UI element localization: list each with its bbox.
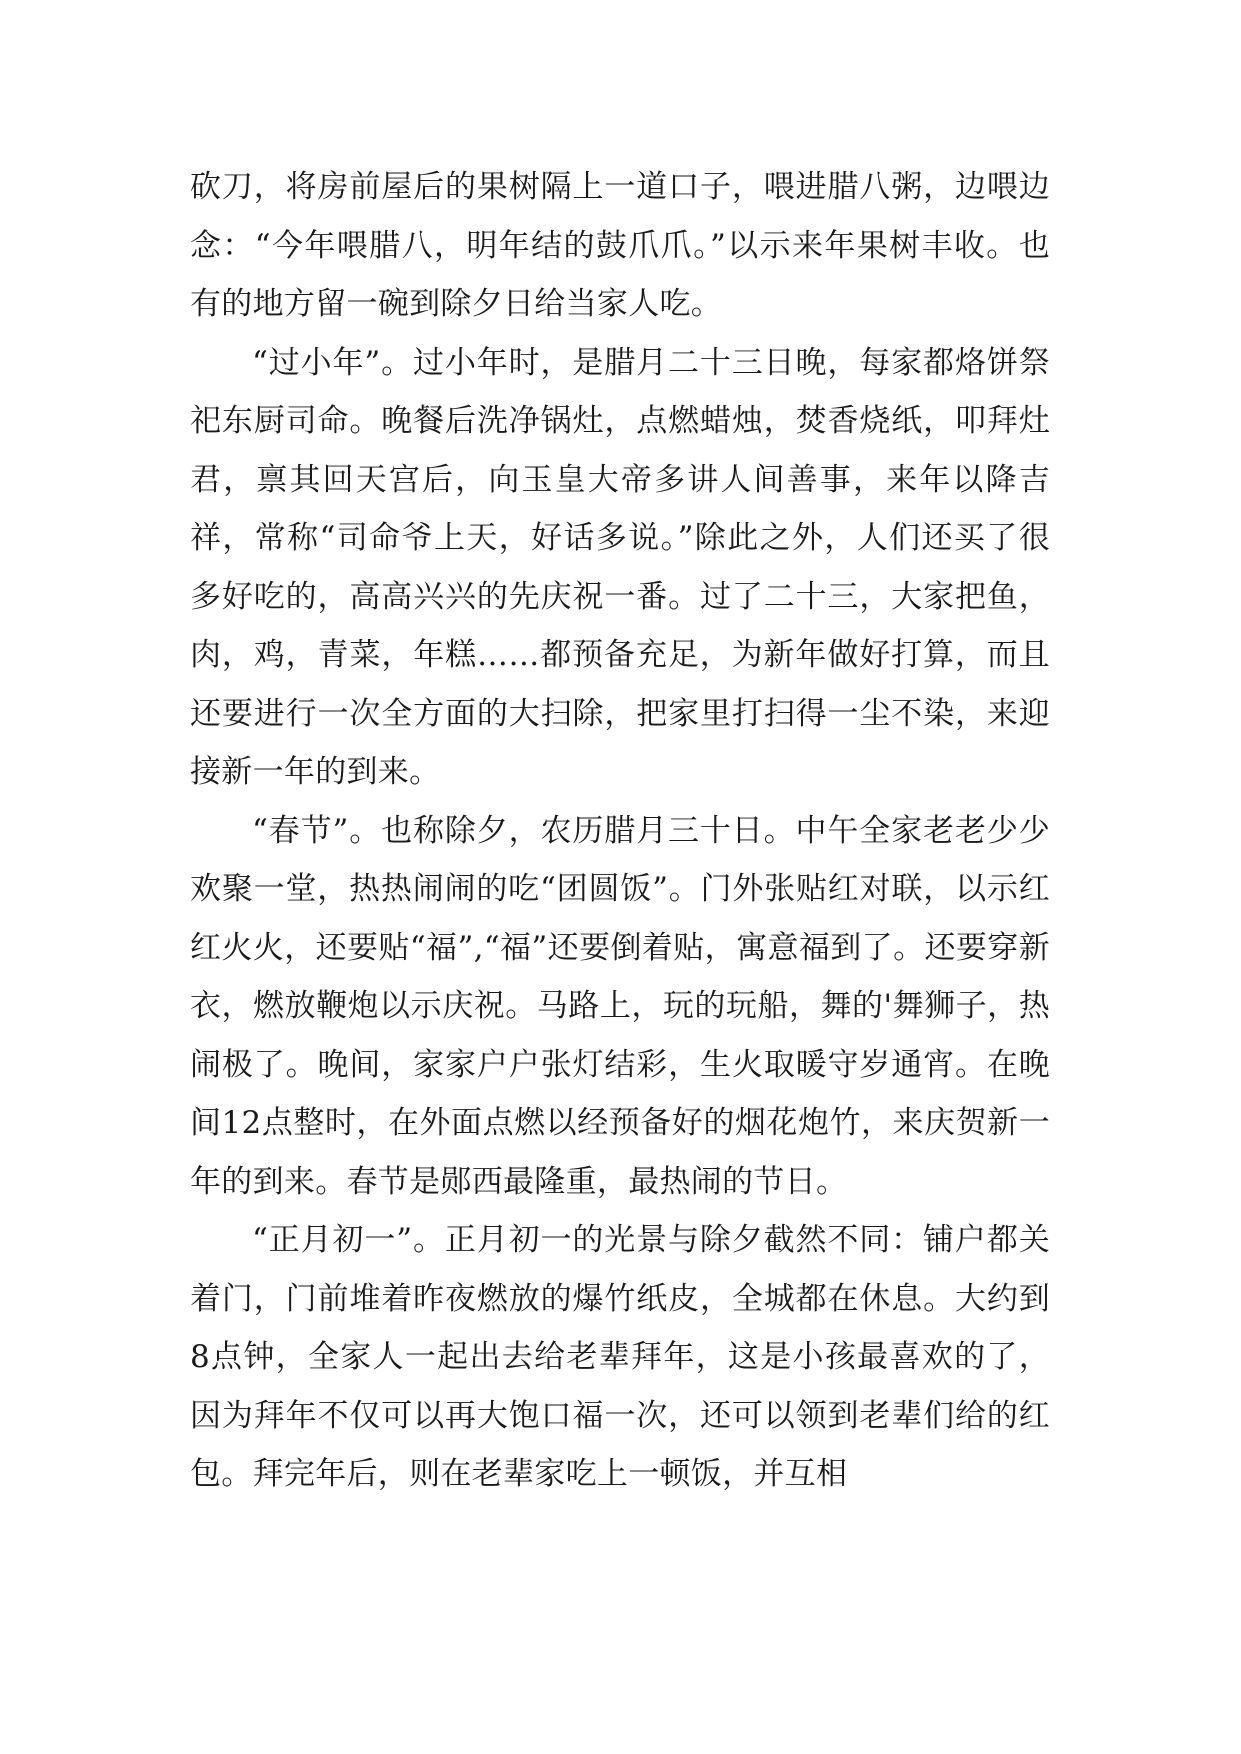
paragraph: “春节”。也称除夕，农历腊月三十日。中午全家老老少少欢聚一堂，热热闹闹的吃“团圆饭”。门外张贴红对联，以示红红火火，还要贴“福”,“福”还要倒着贴，寓意福到了。还要穿新衣，燃放鞭炮以示庆祝。马路上，玩的玩船，舞的'舞狮子，热闹极了。晚间，家家户户张灯结彩，生火取暖守岁通宵。在晚间12点整时，在外面点燃以经预备好的烟花炮竹，来庆贺新一年的到来。春节是郧西最隆重，最热闹的节日。 bbox=[190, 812, 1050, 1200]
paragraph: 砍刀，将房前屋后的果树隔上一道口子，喂进腊八粥，边喂边念：“今年喂腊八，明年结的鼓爪爪。”以示来年果树丰收。也有的地方留一碗到除夕日给当家人吃。 bbox=[190, 169, 1050, 322]
document-body bbox=[190, 158, 1050, 1504]
paragraph: “过小年”。过小年时，是腊月二十三日晚，每家都烙饼祭祀东厨司命。晚餐后洗净锅灶，点燃蜡烛，焚香烧纸，叩拜灶君，禀其回天宫后，向玉皇大帝多讲人间善事，来年以降吉祥，常称“司命爷上天，好话多说。”除此之外，人们还买了很多好吃的，高高兴兴的先庆祝一番。过了二十三，大家把鱼，肉，鸡，青菜，年糕……都预备充足，为新年做好打算，而且还要进行一次全方面的大扫除，把家里打扫得一尘不染，来迎接新一年的到来。 bbox=[190, 344, 1050, 790]
paragraph: “正月初一”。正月初一的光景与除夕截然不同：铺户都关着门，门前堆着昨夜燃放的爆竹纸皮，全城都在休息。大约到8点钟，全家人一起出去给老辈拜年，这是小孩最喜欢的了，因为拜年不仅可以再大饱口福一次，还可以领到老辈们给的红包。拜完年后，则在老辈家吃上一顿饭，并互相 bbox=[190, 1222, 1050, 1492]
